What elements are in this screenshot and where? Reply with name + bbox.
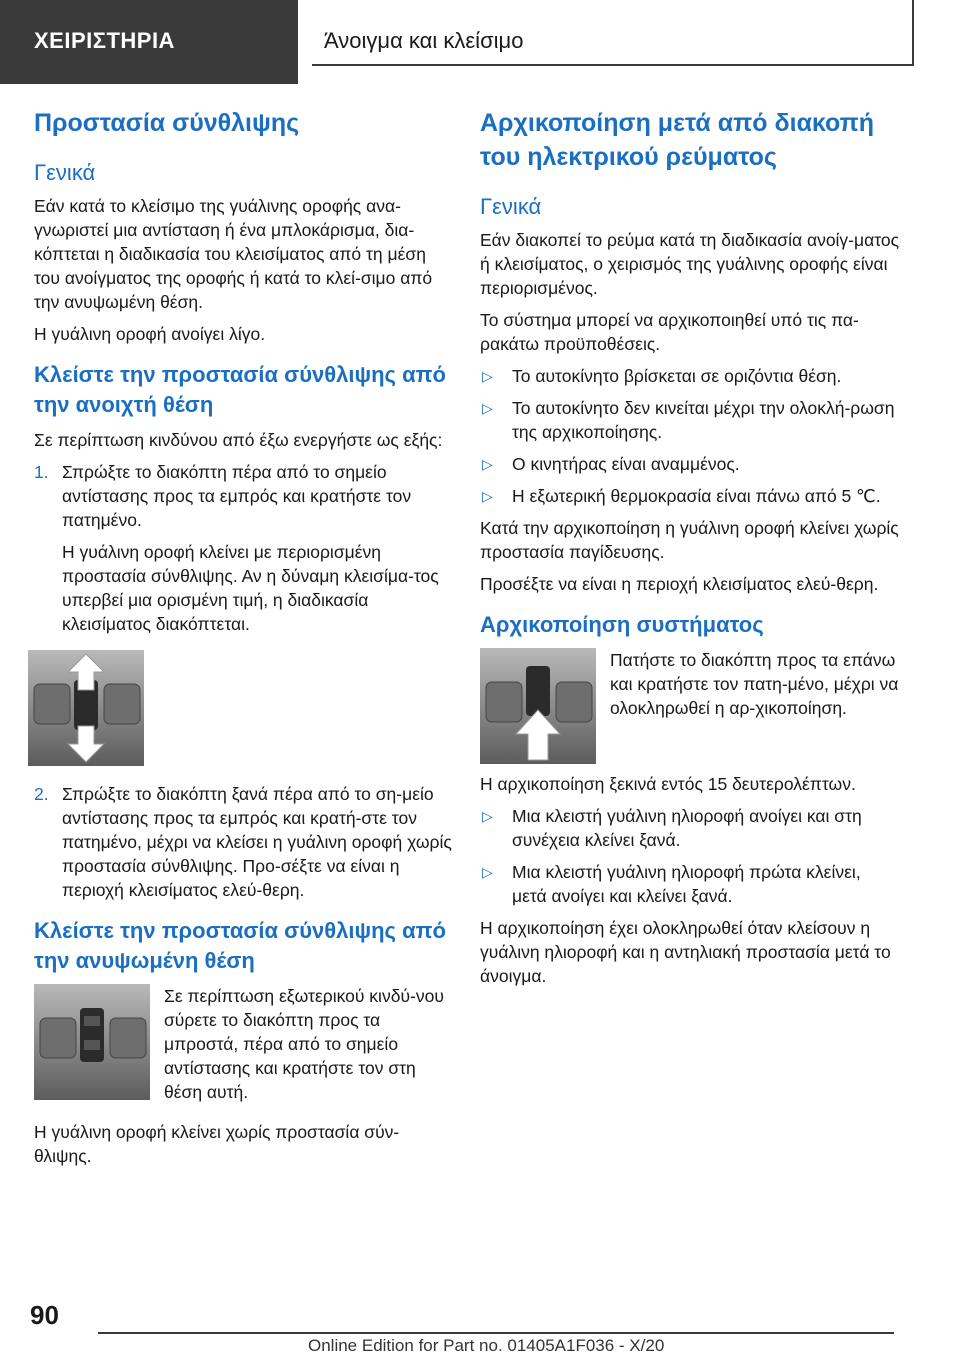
- triangle-bullet-icon: ▷: [482, 488, 493, 504]
- triangle-bullet-icon: ▷: [482, 400, 493, 416]
- right-general-p1: Εάν διακοπεί το ρεύμα κατά τη διαδικασία ανοίγ-ματος ή κλεισίματος, ο χειρισμός της γυάλινης οροφής είναι περιορισμένος.: [480, 230, 900, 298]
- triangle-bullet-icon: ▷: [482, 368, 493, 384]
- right-column: [480, 100, 900, 996]
- close-open-heading: Κλείστε την προστασία σύνθλιψης από την ανοιχτή θέση: [34, 362, 446, 417]
- right-general-heading: Γενικά: [480, 194, 542, 219]
- init-text: Πατήστε το διακόπτη προς τα επάνω και κρατήστε τον πατη-μένο, μέχρι να ολοκληρωθεί η αρ-χικοποίηση.: [610, 650, 899, 718]
- close-raised-text: Σε περίπτωση εξωτερικού κινδύ-νου σύρετε το διακόπτη προς τα μπροστά, πέρα από το σημείο αντίστασης και κρατήστε τον στη θέση αυτή.: [164, 986, 444, 1102]
- close-raised-heading: Κλείστε την προστασία σύνθλιψης από την ανυψωμένη θέση: [34, 918, 446, 973]
- condition-item: [480, 364, 900, 388]
- left-general-heading: Γενικά: [34, 160, 96, 185]
- right-general-p3: Κατά την αρχικοποίηση η γυάλινη οροφή κλείνει χωρίς προστασία παγίδευσης.: [480, 518, 899, 562]
- step-1-note: Η γυάλινη οροφή κλείνει με περιορισμένη προστασία σύνθλιψης. Αν η δύναμη κλεισίμα-τος υπερβεί μια ορισμένη τιμή, η διαδικασία κλεισίματος διακόπτεται.: [62, 542, 439, 634]
- triangle-bullet-icon: ▷: [482, 456, 493, 472]
- switch-up-image: [480, 648, 596, 764]
- condition-item: [480, 396, 900, 444]
- step-1-text: Σπρώξτε το διακόπτη πέρα από το σημείο αντίστασης προς τα εμπρός και κρατήστε τον πατημένο.: [62, 462, 412, 530]
- condition-text: Η εξωτερική θερμοκρασία είναι πάνω από 5 ℃.: [512, 486, 881, 506]
- init-bullet-item: [480, 804, 900, 852]
- header-chapter-tab: [312, 0, 914, 66]
- init-bullet-text: Μια κλειστή γυάλινη ηλιοροφή πρώτα κλείνει, μετά ανοίγει και κλείνει ξανά.: [512, 862, 861, 906]
- header-section-label: ΧΕΙΡΙΣΤΗΡΙΑ: [34, 28, 175, 53]
- init-bullet-item: [480, 860, 900, 908]
- triangle-bullet-icon: ▷: [482, 864, 493, 880]
- step-1-number: 1.: [34, 462, 49, 482]
- init-p1: Η αρχικοποίηση ξεκινά εντός 15 δευτερολέπτων.: [480, 774, 856, 794]
- close-open-intro: Σε περίπτωση κινδύνου από έξω ενεργήστε ως εξής:: [34, 430, 443, 450]
- close-raised-row: [34, 984, 454, 1112]
- init-row: [480, 648, 900, 764]
- switch-forward-image: [34, 984, 150, 1100]
- condition-text: Το αυτοκίνητο δεν κινείται μέχρι την ολοκλή-ρωση της αρχικοποίησης.: [512, 398, 895, 442]
- switch-push-pull-image: [28, 650, 144, 766]
- close-raised-result: Η γυάλινη οροφή κλείνει χωρίς προστασία σύν-θλιψης.: [34, 1122, 400, 1166]
- init-heading: Αρχικοποίηση συστήματος: [480, 612, 764, 637]
- init-bullet-text: Μια κλειστή γυάλινη ηλιοροφή ανοίγει και στη συνέχεια κλείνει ξανά.: [512, 806, 862, 850]
- left-title: Προστασία σύνθλιψης: [34, 109, 300, 137]
- condition-text: Ο κινητήρας είναι αναμμένος.: [512, 454, 740, 474]
- condition-text: Το αυτοκίνητο βρίσκεται σε οριζόντια θέση.: [512, 366, 842, 386]
- condition-item: [480, 484, 900, 508]
- init-p2: Η αρχικοποίηση έχει ολοκληρωθεί όταν κλείσουν η γυάλινη ηλιοροφή και η αντηλιακή προστασία μετά το άνοιγμα.: [480, 918, 891, 986]
- right-general-p2: Το σύστημα μπορεί να αρχικοποιηθεί υπό τις πα-ρακάτω προϋποθέσεις.: [480, 310, 859, 354]
- condition-item: [480, 452, 900, 476]
- left-column: [34, 100, 454, 1176]
- footer-divider: [98, 1332, 894, 1334]
- step-2-text: Σπρώξτε το διακόπτη ξανά πέρα από το ση-μείο αντίστασης προς τα εμπρός και κρατή-στε τον πατημένο, μέχρι να κλείσει η γυάλινη οροφή χωρίς προστασία σύνθλιψης. Προ-σέξτε να είναι η περιοχή κλεισίματος ελεύ-θερη.: [62, 784, 452, 900]
- step-2-number: 2.: [34, 784, 49, 804]
- header-section-tab: [0, 0, 298, 84]
- right-title: Αρχικοποίηση μετά από διακοπή του ηλεκτρικού ρεύματος: [480, 109, 875, 171]
- header-chapter-label: Άνοιγμα και κλείσιμο: [324, 28, 524, 53]
- left-general-p1: Εάν κατά το κλείσιμο της γυάλινης οροφής ανα-γνωριστεί μια αντίσταση ή ένα μπλοκάρισμα, δια-κόπτεται η διαδικασία του κλεισίματος από τη μέση του ανοίγματος της οροφής ή κατά το κλεί-σιμο από την ανυψωμένη θέση.: [34, 196, 433, 312]
- edition-note: Online Edition for Part no. 01405A1F036 - X/20: [308, 1336, 665, 1355]
- right-general-p4: Προσέξτε να είναι η περιοχή κλεισίματος ελεύ-θερη.: [480, 574, 879, 594]
- step-2: [34, 782, 454, 902]
- page-number: 90: [30, 1300, 59, 1330]
- step-1: [34, 460, 454, 532]
- triangle-bullet-icon: ▷: [482, 808, 493, 824]
- left-general-p2: Η γυάλινη οροφή ανοίγει λίγο.: [34, 324, 266, 344]
